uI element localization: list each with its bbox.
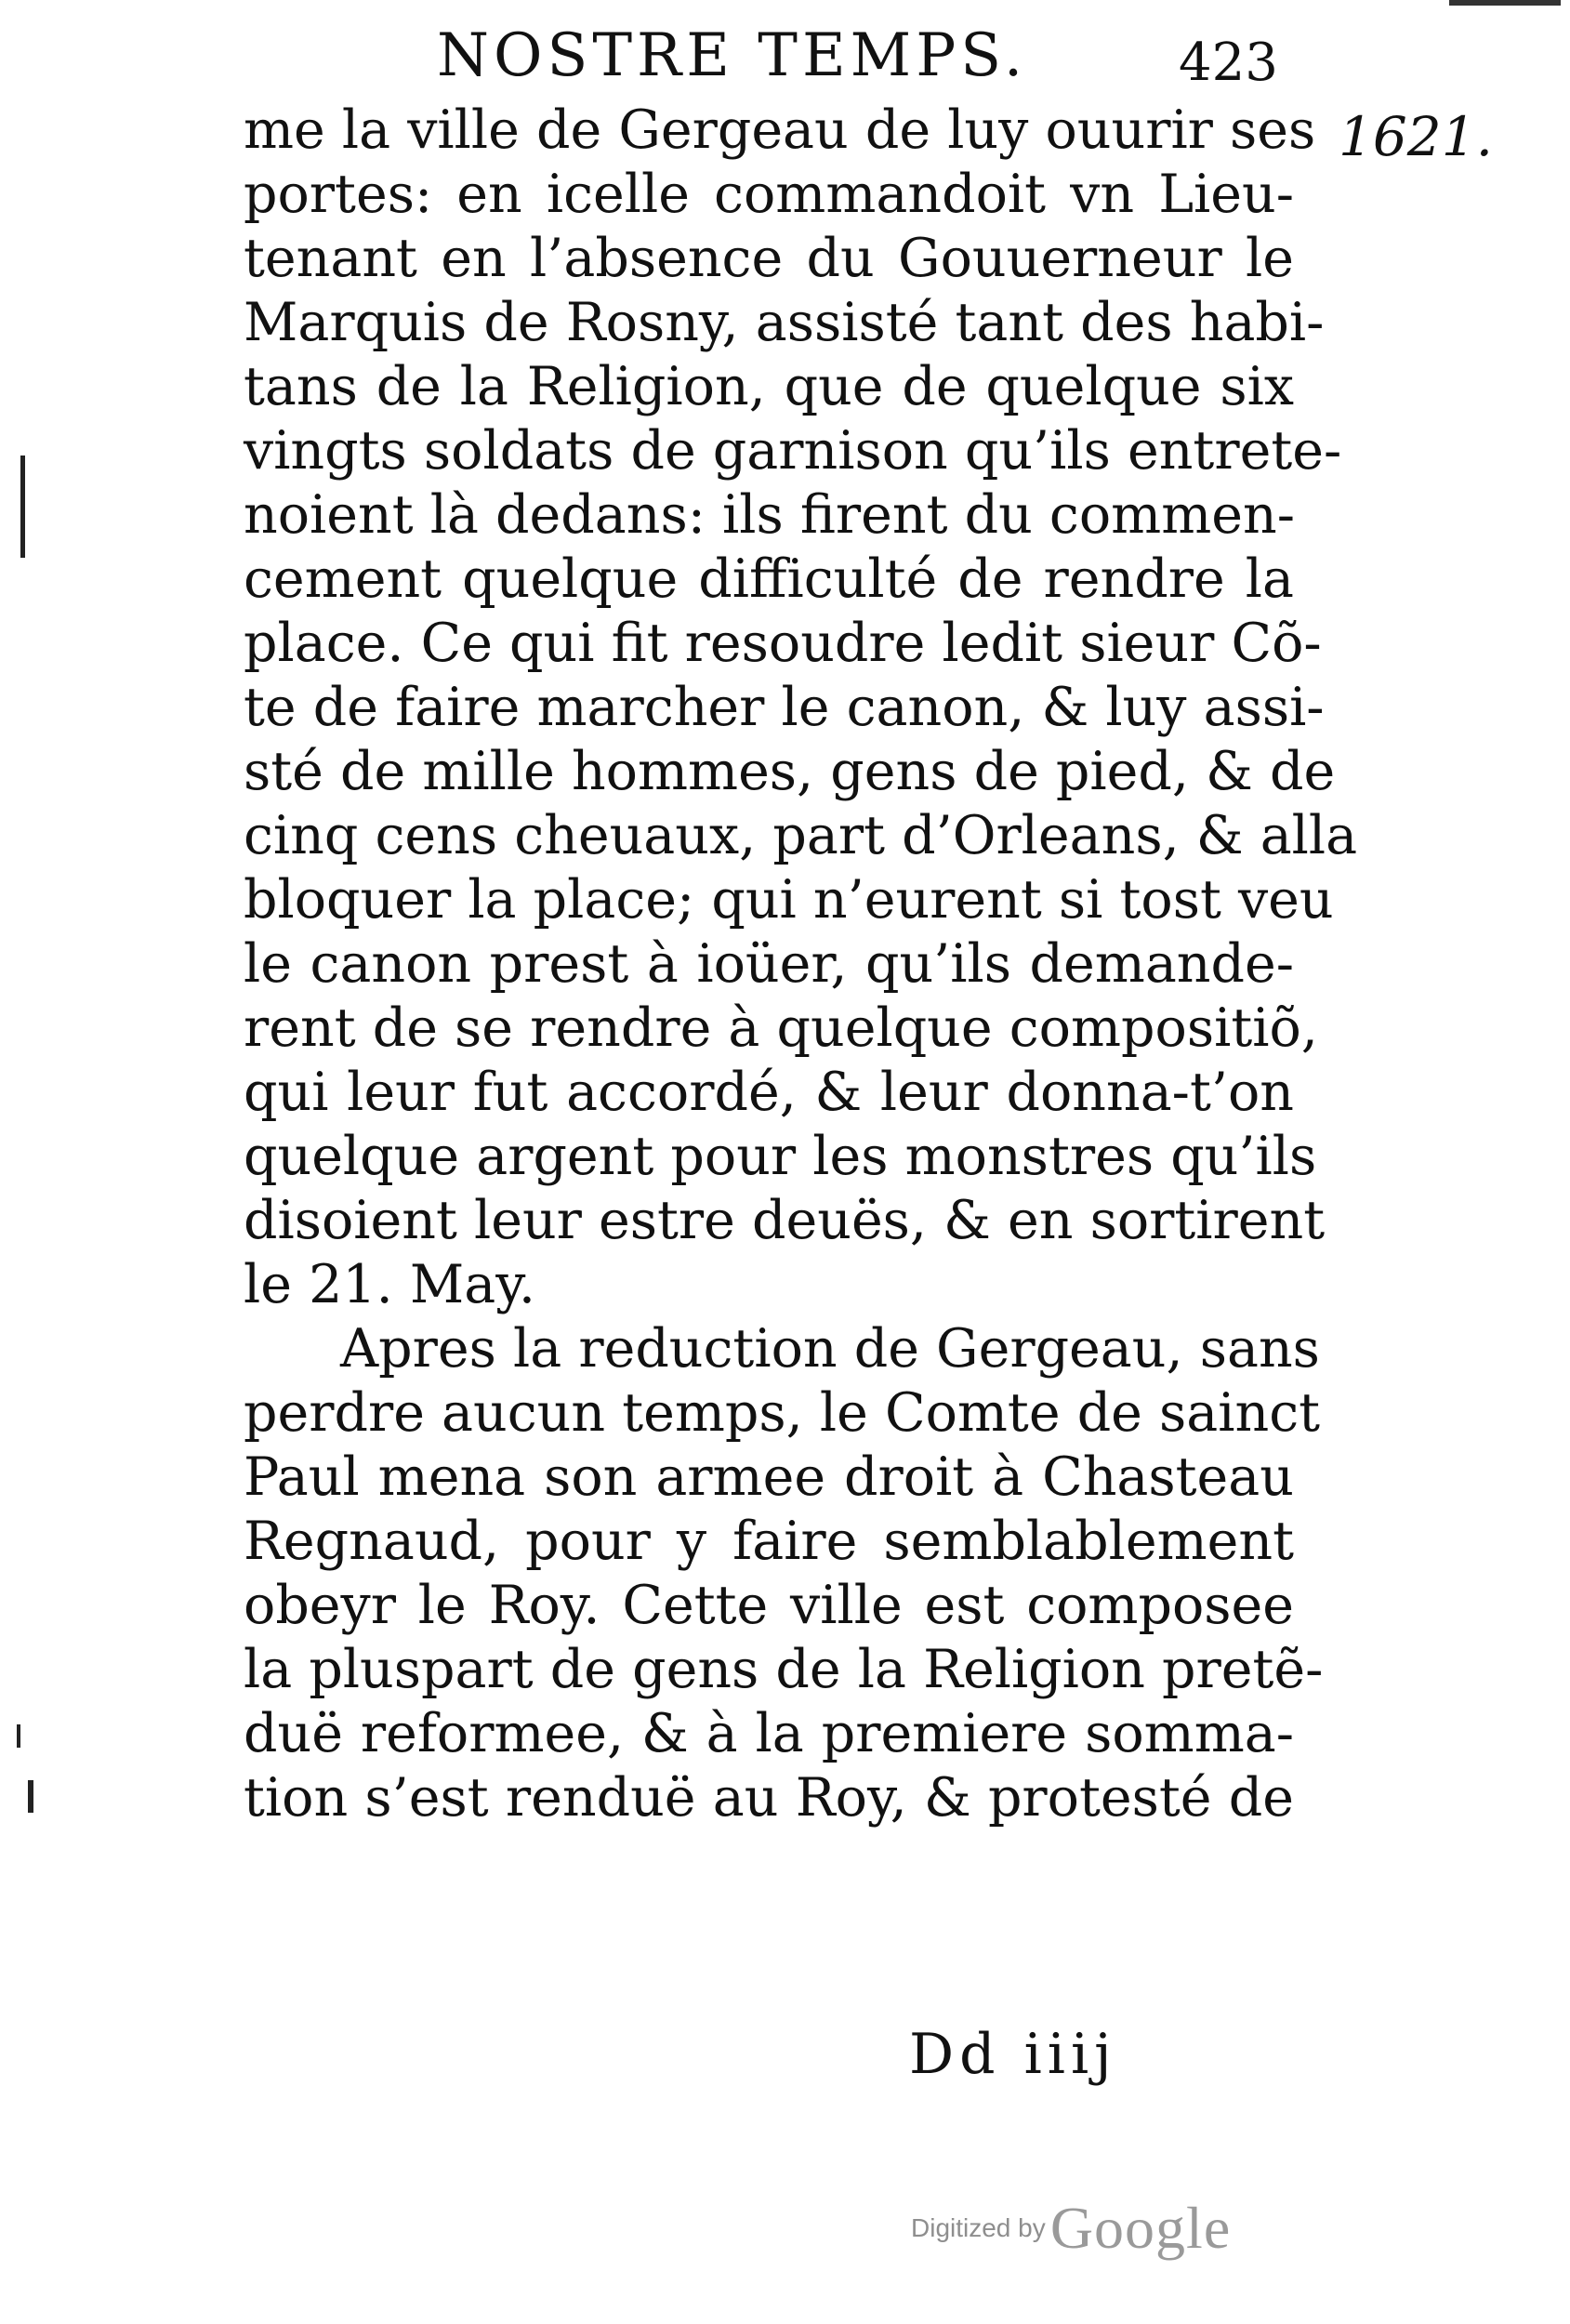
text-line: cinq cens cheuaux, part d’Orleans, & alla bbox=[244, 805, 1358, 866]
text-line: sté de mille hommes, gens de pied, & de bbox=[244, 741, 1336, 802]
text-line: rent de se rendre à quelque compositiõ, bbox=[244, 997, 1318, 1059]
text-line: te de faire marcher le canon, & luy assi- bbox=[244, 677, 1325, 738]
margin-year: 1621. bbox=[1339, 105, 1494, 168]
text-line: quelque argent pour les monstres qu’ils bbox=[244, 1126, 1317, 1187]
text-line: le 21. May. bbox=[244, 1254, 535, 1315]
text-line: cement quelque difficulté de rendre la bbox=[244, 548, 1294, 610]
body-text bbox=[244, 99, 1358, 1830]
text-line: tans de la Religion, que de quelque six bbox=[244, 356, 1294, 417]
text-line: me la ville de Gergeau de luy ouurir ses bbox=[244, 99, 1316, 161]
margin-mark bbox=[28, 1780, 33, 1813]
text-line: noient là dedans: ils firent du commen- bbox=[244, 484, 1295, 546]
text-line: duë reformee, & à la premiere somma- bbox=[244, 1703, 1294, 1764]
text-line: la pluspart de gens de la Religion pretẽ- bbox=[244, 1639, 1324, 1700]
google-logo: Google bbox=[1049, 2195, 1232, 2261]
text-line: Regnaud, pour y faire semblablement bbox=[244, 1511, 1294, 1572]
running-header: NOSTRE TEMPS. bbox=[437, 21, 1028, 90]
text-line: perdre aucun temps, le Comte de sainct bbox=[244, 1382, 1321, 1444]
signature-mark: Dd iiij bbox=[909, 2022, 1117, 2087]
digitized-watermark bbox=[911, 2194, 1231, 2263]
text-line: tenant en l’absence du Gouuerneur le bbox=[244, 228, 1294, 289]
page-number: 423 bbox=[1179, 33, 1278, 93]
text-line: portes: en icelle commandoit vn Lieu- bbox=[244, 164, 1294, 225]
text-line: place. Ce qui fit resoudre ledit sieur Cõ- bbox=[244, 613, 1322, 674]
watermark-prefix: Digitized by bbox=[911, 2213, 1046, 2242]
corner-print-mark bbox=[1449, 0, 1561, 6]
text-line: disoient leur estre deuës, & en sortirent bbox=[244, 1190, 1326, 1251]
text-line: Paul mena son armee droit à Chasteau bbox=[244, 1446, 1294, 1508]
text-line: bloquer la place; qui n’eurent si tost veu bbox=[244, 869, 1334, 931]
text-line: obeyr le Roy. Cette ville est composee bbox=[244, 1575, 1294, 1636]
text-line: tion s’est renduë au Roy, & protesté de bbox=[244, 1767, 1294, 1829]
text-line: le canon prest à ioüer, qu’ils demande- bbox=[244, 933, 1294, 995]
text-line: Apres la reduction de Gergeau, sans bbox=[340, 1318, 1320, 1380]
margin-mark bbox=[17, 1724, 20, 1748]
text-line: qui leur fut accordé, & leur donna-t’on bbox=[244, 1062, 1294, 1123]
margin-mark bbox=[20, 456, 25, 558]
text-line: Marquis de Rosny, assisté tant des habi- bbox=[244, 292, 1325, 353]
text-line: vingts soldats de garnison qu’ils entrete- bbox=[244, 420, 1342, 482]
